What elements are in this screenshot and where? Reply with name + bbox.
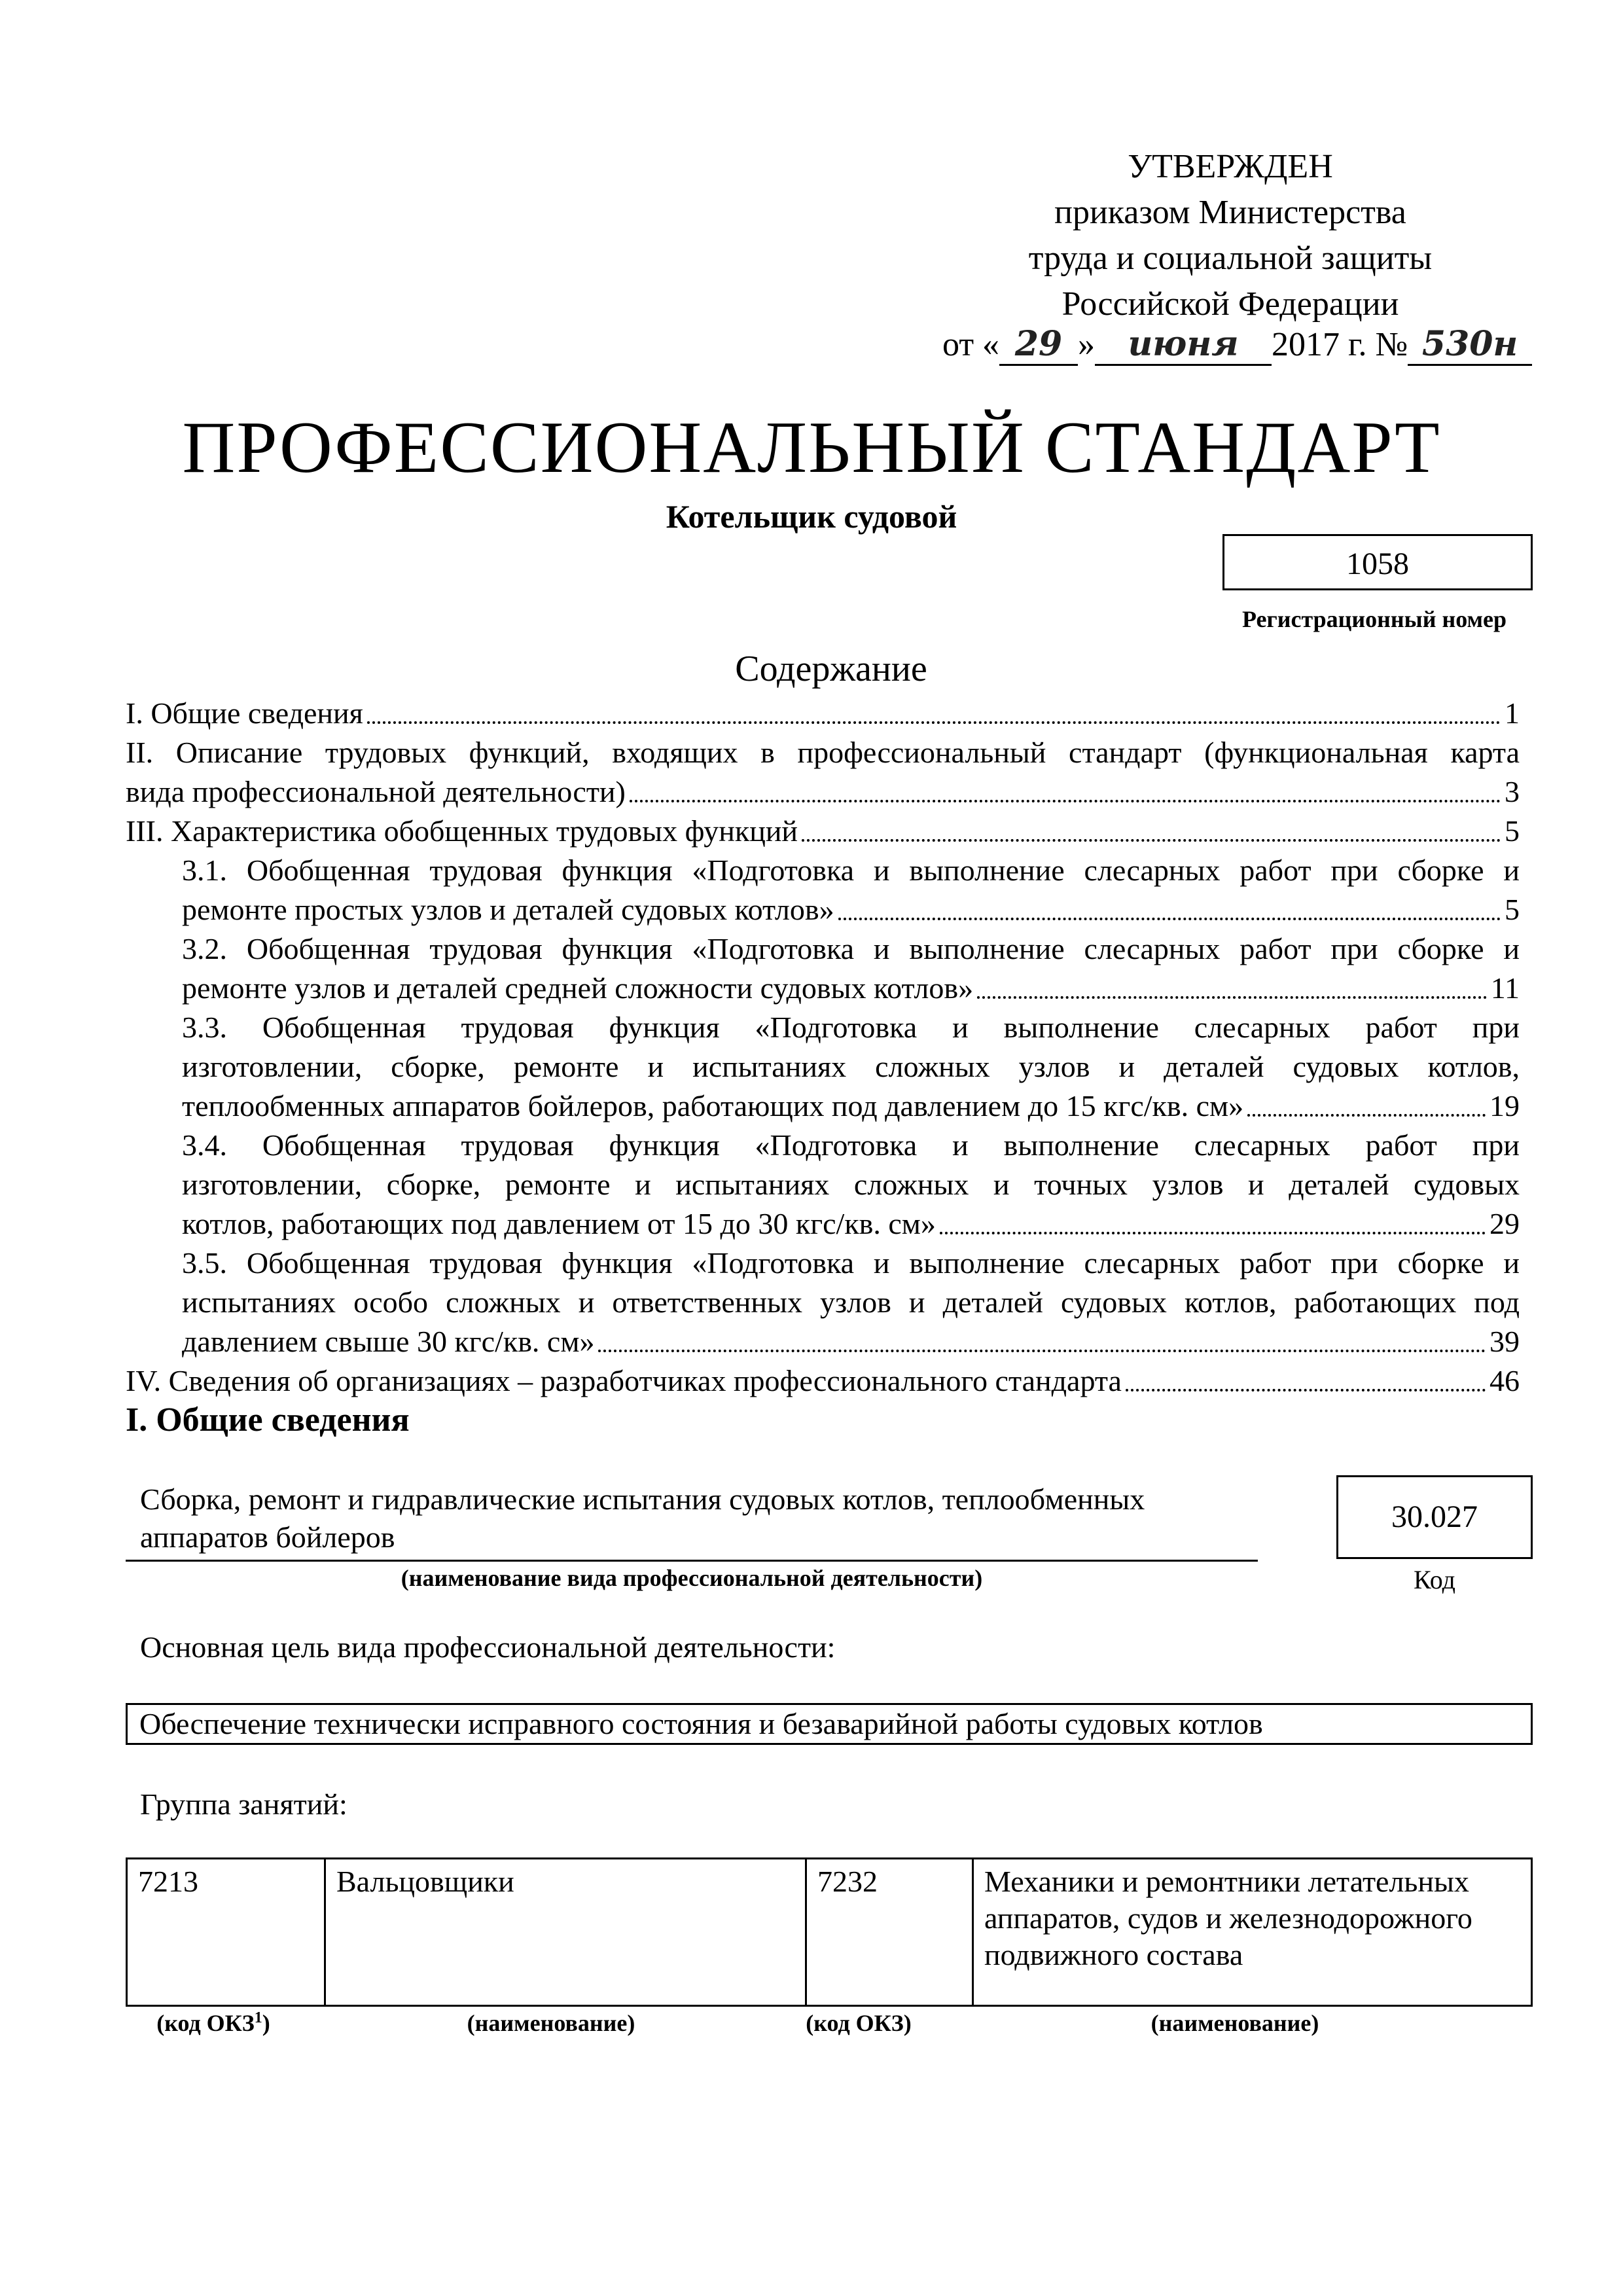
footnote-mark[interactable]: 1: [254, 2009, 262, 2026]
toc-item-page: 19: [1489, 1089, 1520, 1122]
goal-box: Обеспечение технически исправного состояния и безаварийной работы судовых котлов: [126, 1703, 1533, 1745]
toc-leader: [630, 800, 1501, 802]
toc-leader: [1126, 1389, 1486, 1391]
toc-item-page: 46: [1489, 1364, 1520, 1397]
caption-name: (наименование): [467, 2010, 635, 2036]
activity-caption: (наименование вида профессиональной деятельности): [401, 1565, 983, 1591]
toc-item-text-line: изготовлении, сборке, ремонте и испытаниях сложных и точных узлов и деталей судовых: [182, 1168, 1520, 1201]
toc-leader: [838, 918, 1501, 920]
toc-item-text-line: изготовлении, сборке, ремонте и испытаниях сложных узлов и деталей судовых котлов,: [182, 1050, 1520, 1083]
goal-label: Основная цель вида профессиональной деятельности:: [140, 1630, 836, 1664]
toc-item-page: 5: [1505, 814, 1520, 848]
toc-item[interactable]: [126, 851, 1520, 929]
toc-item-page: 11: [1490, 971, 1520, 1005]
approval-order-line: [942, 324, 1532, 366]
order-year: 2017 г. №: [1272, 326, 1408, 363]
toc-heading: Содержание: [735, 649, 927, 689]
toc-item-text: III. Характеристика обобщенных трудовых функций: [126, 814, 798, 848]
toc-item[interactable]: [126, 1126, 1520, 1244]
toc-leader: [802, 839, 1501, 842]
toc-item-text-line: ремонте узлов и деталей средней сложности судовых котлов»: [182, 971, 974, 1005]
section-heading: I. Общие сведения: [126, 1401, 410, 1439]
toc-item[interactable]: [126, 812, 1520, 851]
order-prefix: от «: [942, 326, 1000, 363]
approval-block: [936, 144, 1525, 327]
occupation-name-cell: Механики и ремонтники летательных аппаратов, судов и железнодорожного подвижного состава: [973, 1859, 1532, 2006]
toc-item-page: 29: [1489, 1207, 1520, 1240]
activity-name-line: Сборка, ремонт и гидравлические испытания судовых котлов, теплообменных: [140, 1482, 1145, 1516]
toc-item-text-line: 3.3. Обобщенная трудовая функция «Подготовка и выполнение слесарных работ при: [182, 1011, 1520, 1044]
table-row: [127, 1859, 1532, 2006]
occupation-name-cell: Вальцовщики: [325, 1859, 806, 2006]
toc-item-page: 39: [1489, 1325, 1520, 1358]
toc-item[interactable]: [126, 929, 1520, 1008]
document-title: ПРОФЕССИОНАЛЬНЫЙ СТАНДАРТ: [182, 407, 1441, 488]
activity-underline: [126, 1560, 1258, 1562]
caption-okz-code-2: (код ОКЗ): [806, 2010, 912, 2036]
toc-item-page: 3: [1505, 775, 1520, 808]
registration-number-caption: Регистрационный номер: [1241, 606, 1507, 632]
approval-title: УТВЕРЖДЕН: [1128, 148, 1333, 185]
toc-item-text-line: ремонте простых узлов и деталей судовых котлов»: [182, 893, 834, 926]
order-month-handwritten: июня: [1095, 324, 1272, 366]
toc-item-text-line: вида профессиональной деятельности): [126, 775, 626, 808]
occupation-group-table: [126, 1857, 1533, 2007]
toc-item-text-line: 3.1. Обобщенная трудовая функция «Подготовка и выполнение слесарных работ при сборке и: [182, 853, 1520, 887]
table-of-contents: [126, 694, 1520, 1401]
order-number-handwritten: 530н: [1408, 324, 1532, 366]
registration-number-box: 1058: [1222, 534, 1533, 590]
okz-code-cell: 7232: [806, 1859, 973, 2006]
caption-okz-code: [126, 2009, 301, 2037]
caption-name-2: (наименование): [1150, 2010, 1319, 2036]
toc-item-page: 5: [1505, 893, 1520, 926]
activity-code-caption: Код: [1414, 1565, 1455, 1594]
document-subtitle: Котельщик судовой: [666, 498, 957, 535]
approval-line-ministry: приказом Министерства: [1054, 194, 1406, 231]
activity-code-box: 30.027: [1336, 1475, 1533, 1559]
toc-item-text-line: 3.5. Обобщенная трудовая функция «Подготовка и выполнение слесарных работ при сборке и: [182, 1246, 1520, 1280]
toc-leader: [598, 1350, 1486, 1352]
toc-item-page: 1: [1505, 696, 1520, 730]
activity-name: [140, 1480, 1253, 1556]
approval-line-federation: Российской Федерации: [1061, 285, 1399, 323]
toc-item-text-line: 3.2. Обобщенная трудовая функция «Подготовка и выполнение слесарных работ при сборке и: [182, 932, 1520, 965]
toc-item-text: I. Общие сведения: [126, 696, 363, 730]
occupation-group-label: Группа занятий:: [140, 1787, 348, 1821]
toc-item-text-line: давлением свыше 30 кгс/кв. см»: [182, 1325, 595, 1358]
toc-item[interactable]: [126, 1244, 1520, 1361]
toc-leader: [940, 1232, 1486, 1234]
toc-item-text-line: котлов, работающих под давлением от 15 до 30 кгс/кв. см»: [182, 1207, 936, 1240]
caption-okz-code-close: ): [262, 2010, 270, 2036]
toc-leader: [367, 721, 1501, 724]
toc-item[interactable]: [126, 1361, 1520, 1401]
caption-okz-code-text: (код ОКЗ: [156, 2010, 255, 2036]
toc-item-text-line: II. Описание трудовых функций, входящих в профессиональный стандарт (функциональная карта: [126, 736, 1520, 769]
toc-item-text-line: теплообменных аппаратов бойлеров, работающих под давлением до 15 кгс/кв. см»: [182, 1089, 1244, 1122]
order-day-handwritten: 29: [999, 324, 1078, 366]
toc-item[interactable]: [126, 694, 1520, 733]
toc-item-text-line: 3.4. Обобщенная трудовая функция «Подготовка и выполнение слесарных работ при: [182, 1128, 1520, 1162]
toc-leader: [977, 996, 1487, 999]
toc-item-text-line: испытаниях особо сложных и ответственных узлов и деталей судовых котлов, работающих под: [182, 1285, 1520, 1319]
toc-item[interactable]: [126, 733, 1520, 812]
order-mid: »: [1078, 326, 1096, 363]
toc-item[interactable]: [126, 1008, 1520, 1126]
toc-item-text: IV. Сведения об организациях – разработчиках профессионального стандарта: [126, 1364, 1122, 1397]
approval-line-labour: труда и социальной защиты: [1028, 240, 1433, 277]
activity-name-line: аппаратов бойлеров: [140, 1520, 395, 1554]
okz-code-cell: 7213: [127, 1859, 325, 2006]
toc-leader: [1247, 1114, 1486, 1117]
